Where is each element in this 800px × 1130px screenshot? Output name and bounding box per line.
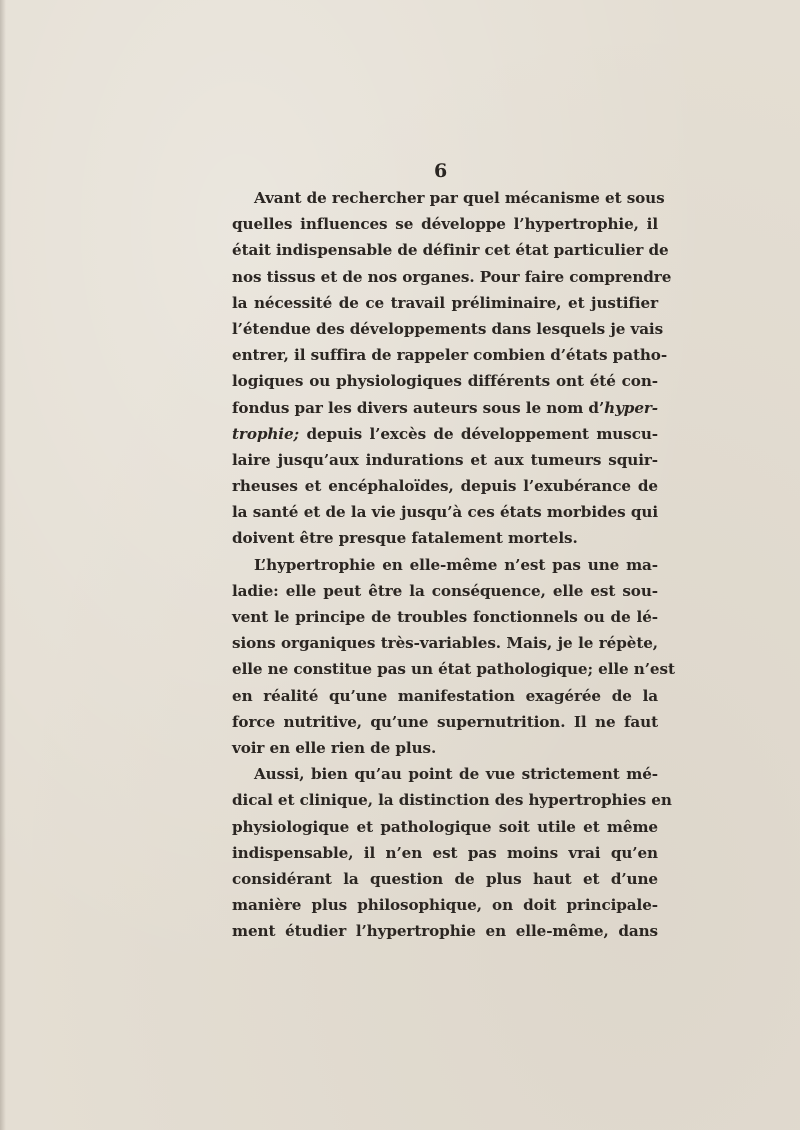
text-line: vent le principe de troubles fonctionnels ou de lé- [232, 608, 658, 626]
text-line: en réalité qu’une manifestation exagérée de la [232, 686, 658, 705]
text-line: quelles influences se développe l’hypertrophie, il [232, 215, 658, 234]
text-line: elle ne constitue pas un état pathologique; elle n’est [232, 660, 675, 679]
text-line: voir en elle rien de plus. [232, 738, 437, 757]
page-number: 6 [434, 160, 448, 182]
text-line: fondus par les divers auteurs sous le nom d’hyper- [232, 398, 658, 417]
page-edge-shadow [0, 0, 6, 1130]
text-line: rheuses et encéphaloïdes, depuis l’exubérance de [232, 477, 658, 496]
text-line: ment étudier l’hypertrophie en elle-même, dans [232, 922, 658, 941]
text-line: logiques ou physiologiques différents ont été con- [232, 372, 658, 391]
text-line: force nutritive, qu’une supernutrition. Il ne faut [232, 712, 658, 731]
text-line: physiologique et pathologique soit utile et même [232, 817, 658, 836]
text-line: ladie: elle peut être la conséquence, elle est sou- [232, 581, 658, 600]
text-line: manière plus philosophique, on doit principale- [232, 896, 658, 915]
text-line: laire jusqu’aux indurations et aux tumeurs squir- [232, 450, 658, 469]
text-line: indispensable, il n’en est pas moins vrai qu’en [232, 843, 658, 862]
text-line: L’hypertrophie en elle-même n’est pas une ma- [254, 555, 658, 574]
text-line: la nécessité de ce travail préliminaire, et justifier [232, 293, 658, 312]
text-line: l’étendue des développements dans lesquels je vais [232, 319, 664, 338]
text-line: dical et clinique, la distinction des hypertrophies en [232, 791, 672, 810]
text-line: était indispensable de définir cet état particulier de [232, 241, 669, 260]
text-line: la santé et de la vie jusqu’à ces états morbides qui [232, 503, 658, 522]
text-line: trophie; depuis l’excès de développement muscu- [232, 424, 658, 443]
text-line: Avant de rechercher par quel mécanisme et sous [254, 189, 665, 207]
body-text [232, 185, 675, 944]
text-line: sions organiques très-variables. Mais, je le répète, [232, 634, 658, 653]
text-line: Aussi, bien qu’au point de vue strictement mé- [254, 765, 658, 784]
text-line: entrer, il suffira de rappeler combien d’états patho- [232, 346, 668, 365]
text-line: doivent être presque fatalement mortels. [232, 529, 578, 548]
text-line: considérant la question de plus haut et d’une [232, 869, 658, 888]
text-line: nos tissus et de nos organes. Pour faire comprendre [232, 267, 672, 286]
